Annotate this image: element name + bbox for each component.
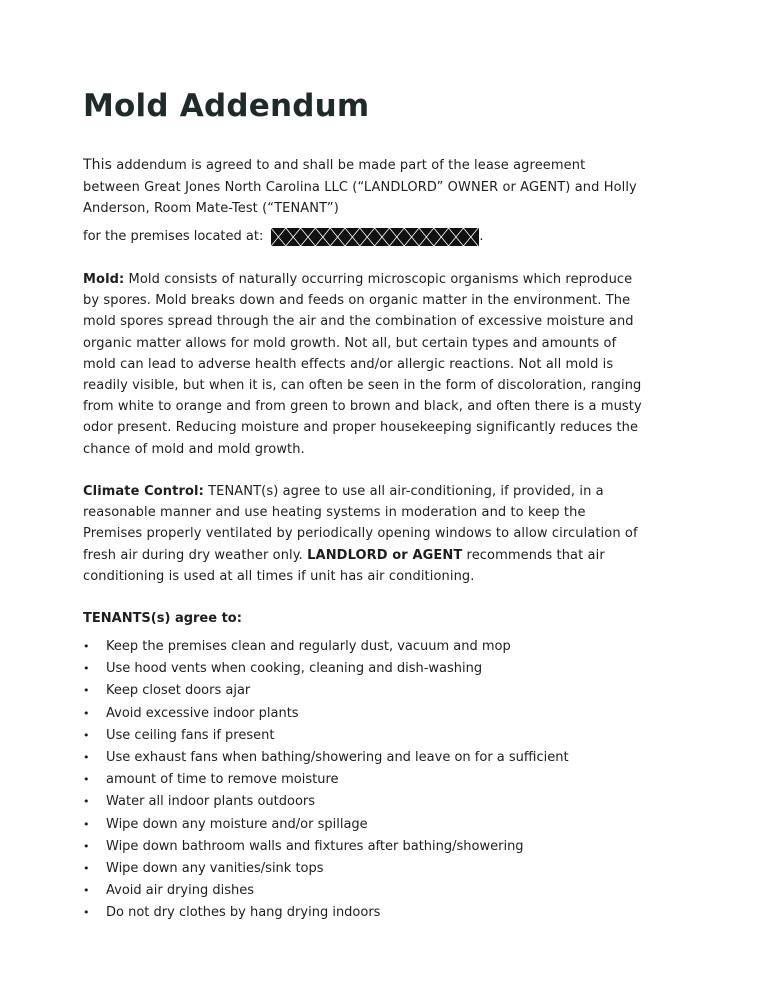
bullet-icon: • bbox=[83, 728, 90, 742]
list-item: • Avoid air drying dishes bbox=[83, 880, 569, 902]
tenant-obligations-list bbox=[83, 636, 569, 924]
list-item: • Use ceiling fans if present bbox=[83, 725, 569, 747]
premises-line bbox=[83, 226, 483, 247]
bullet-icon: • bbox=[83, 640, 90, 653]
climate-text-before: TENANT(s) agree to use all air-conditioning, if provided, in a reasonable manner and use heating systems in moderation and to keep the Premises properly ventilated by periodically opening windows to allow circulation of fresh air during dry weather only. bbox=[83, 484, 638, 563]
bullet-icon: • bbox=[83, 906, 90, 920]
bullet-icon: • bbox=[83, 817, 90, 831]
climate-paragraph bbox=[83, 481, 643, 587]
bullet-icon: • bbox=[83, 706, 90, 720]
list-item: • Do not dry clothes by hang drying indoors bbox=[83, 902, 569, 924]
list-item: • Water all indoor plants outdoors bbox=[83, 791, 569, 813]
mold-label: Mold: bbox=[83, 272, 125, 287]
bullet-icon: • bbox=[83, 750, 90, 764]
bullet-icon: • bbox=[83, 773, 90, 787]
list-item: • Keep the premises clean and regularly dust, vacuum and mop bbox=[83, 636, 569, 658]
list-item: • Use exhaust fans when bathing/showering and leave on for a sufficient bbox=[83, 747, 569, 769]
intro-text: addendum is agreed to and shall be made part of the lease agreement between Great Jones North Carolina LLC (“LANDLORD” OWNER or AGENT) and Holly Anderson, Room Mate-Test (“TENANT”) bbox=[83, 158, 637, 216]
mold-text: Mold consists of naturally occurring microscopic organisms which reproduce by spores. Mold breaks down and feeds on organic matter in the environment. The mold spores spread through the air and the combination of excessive moisture and organic matter allows for mold growth. Not all, but certain types and amounts of mold can lead to adverse health effects and/or allergic reactions. Not all mold is readily visible, but when it is, can often be seen in the form of discoloration, ranging from white to orange and from green to brown and black, and often there is a musty odor present. Reducing moisture and proper housekeeping significantly reduces the chance of mold and mold growth. bbox=[83, 272, 642, 457]
bullet-icon: • bbox=[83, 662, 90, 676]
bullet-icon: • bbox=[83, 861, 90, 875]
bullet-icon: • bbox=[83, 795, 90, 809]
bullet-icon: • bbox=[83, 884, 90, 898]
bullet-icon: • bbox=[83, 839, 90, 853]
list-item: • Keep closet doors ajar bbox=[83, 680, 569, 702]
list-item: • Use hood vents when cooking, cleaning and dish-washing bbox=[83, 658, 569, 680]
page-title: Mold Addendum bbox=[83, 88, 370, 124]
list-item: • Wipe down any moisture and/or spillage bbox=[83, 814, 569, 836]
list-item: • Wipe down bathroom walls and fixtures after bathing/showering bbox=[83, 836, 569, 858]
intro-first-word: This bbox=[83, 157, 113, 173]
tenants-heading: TENANTS(s) agree to: bbox=[83, 611, 242, 626]
climate-text-after: recommends that air conditioning is used at all times if unit has air conditioning. bbox=[83, 547, 605, 584]
intro-paragraph bbox=[83, 155, 643, 220]
mold-paragraph bbox=[83, 269, 643, 460]
redacted-address bbox=[271, 228, 479, 246]
climate-emphasis: LANDLORD or AGENT bbox=[307, 547, 463, 563]
climate-label: Climate Control: bbox=[83, 484, 204, 499]
list-item: • Wipe down any vanities/sink tops bbox=[83, 858, 569, 880]
list-item: • Avoid excessive indoor plants bbox=[83, 703, 569, 725]
premises-trailing: . bbox=[479, 229, 484, 244]
bullet-icon: • bbox=[83, 684, 90, 698]
premises-label: for the premises located at: bbox=[83, 229, 264, 244]
list-item: • amount of time to remove moisture bbox=[83, 769, 569, 791]
